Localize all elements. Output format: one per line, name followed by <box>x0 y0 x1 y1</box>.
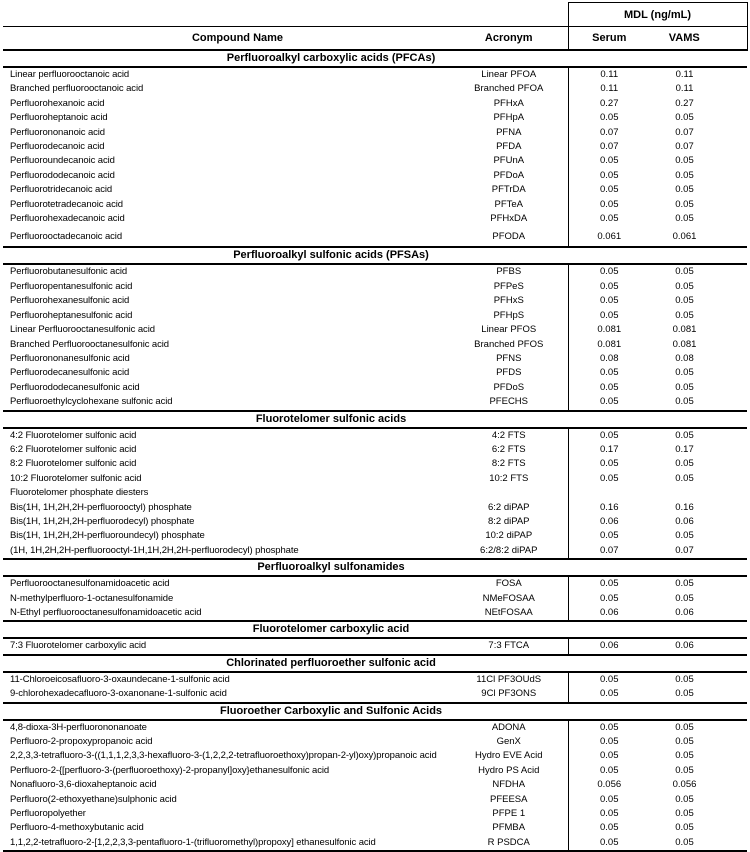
cell-vams: 0.16 <box>675 501 694 513</box>
cell-name: Bis(1H, 1H,2H,2H-perfluorooctyl) phosphate <box>10 501 192 513</box>
cell-acronym: PFECHS <box>489 396 529 408</box>
cell-vams: 0.05 <box>675 295 694 307</box>
table-row <box>3 836 747 851</box>
table-row <box>3 226 747 247</box>
cell-name: Perfluoro-2-propoxypropanoic acid <box>10 736 153 748</box>
cell-vams: 0.05 <box>675 169 694 181</box>
cell-serum: 0.05 <box>568 212 650 226</box>
table-row <box>3 443 747 457</box>
section-1 <box>3 247 747 410</box>
cell-vams: 0.06 <box>675 640 694 652</box>
cell-acronym: NEtFOSAA <box>484 607 533 618</box>
cell-serum: 0.05 <box>568 576 650 591</box>
cell-serum: 0.05 <box>568 457 650 471</box>
table-row <box>3 606 747 621</box>
cell-name: Perfluoro-2-{[perfluoro-3-(perfluoroethoxy)-2-propanyl]oxy}ethanesulfonic acid <box>10 764 330 776</box>
section-header-row <box>3 703 747 720</box>
cell-vams: 0.05 <box>650 836 747 851</box>
cell-name: Perfluoroundecanoic acid <box>10 155 115 167</box>
cell-vams: 0.061 <box>672 231 697 243</box>
cell-vams: 0.11 <box>675 69 694 80</box>
cell-serum: 0.05 <box>568 807 650 821</box>
section-title: Chlorinated perfluoroether sulfonic acid <box>3 655 747 672</box>
cell-acronym: PFBS <box>496 266 522 278</box>
cell-serum: 0.05 <box>568 395 650 410</box>
cell-serum: 0.056 <box>568 778 650 792</box>
cell-acronym: Linear PFOA <box>481 69 537 80</box>
cell-name: Perfluorooctanesulfonamidoacetic acid <box>10 578 170 590</box>
cell-serum: 0.05 <box>568 672 650 687</box>
table-row <box>3 280 747 294</box>
table-row <box>3 183 747 197</box>
cell-acronym: PFODA <box>492 231 526 243</box>
cell-vams: 0.05 <box>675 530 694 542</box>
cell-vams: 0.27 <box>675 97 694 109</box>
cell-acronym: PFUnA <box>493 155 525 167</box>
cell-name: Perfluorotridecanoic acid <box>10 184 113 196</box>
cell-acronym: PFDoS <box>493 381 525 393</box>
table-row <box>3 544 747 559</box>
table-row <box>3 529 747 543</box>
cell-vams: 0.05 <box>675 822 694 834</box>
cell-serum: 0.05 <box>568 154 650 168</box>
table-row <box>3 638 747 654</box>
cell-name: Perfluorododecanoic acid <box>10 169 115 181</box>
cell-serum: 0.05 <box>568 428 650 443</box>
cell-acronym: PFTrDA <box>491 184 526 196</box>
table-row <box>3 515 747 529</box>
section-header-row <box>3 247 747 264</box>
cell-serum: 0.061 <box>568 226 650 247</box>
cell-serum: 0.05 <box>568 529 650 543</box>
cell-vams: 0.05 <box>675 112 694 124</box>
cell-name: Bis(1H, 1H,2H,2H-perfluorodecyl) phosphate <box>10 515 195 527</box>
table-row <box>3 140 747 154</box>
cell-name: Perfluorohexanoic acid <box>10 97 105 109</box>
cell-serum: 0.07 <box>568 126 650 140</box>
cell-serum: 0.08 <box>568 352 650 366</box>
table-row <box>3 294 747 308</box>
table-row <box>3 198 747 212</box>
table-row <box>3 126 747 140</box>
cell-vams: 0.08 <box>675 352 694 364</box>
cell-vams: 0.05 <box>675 429 694 441</box>
cell-name: Perfluorododecanesulfonic acid <box>10 381 140 393</box>
cell-serum: 0.11 <box>568 82 650 96</box>
cell-name: 1,1,2,2-tetrafluoro-2-[1,2,2,3,3-pentafluoro-1-(trifluoromethyl)propoxy] ethanesulfonic acid <box>3 836 450 851</box>
cell-acronym: PFDS <box>496 367 522 379</box>
table-row <box>3 323 747 337</box>
section-title: Perfluoroalkyl sulfonic acids (PFSAs) <box>3 247 747 264</box>
cell-name: (1H, 1H,2H,2H-perfluorooctyl-1H,1H,2H,2H-perfluorodecyl) phosphate <box>10 544 299 556</box>
cell-vams: 0.05 <box>675 472 694 484</box>
table-row <box>3 395 747 410</box>
cell-acronym: Branched PFOA <box>474 83 544 95</box>
section-header-row <box>3 50 747 67</box>
cell-serum: 0.05 <box>568 294 650 308</box>
table-row <box>3 366 747 380</box>
cell-serum: 0.17 <box>568 443 650 457</box>
cell-acronym: 6:2/8:2 diPAP <box>480 544 538 556</box>
cell-serum: 0.05 <box>568 836 650 851</box>
cell-acronym: PFHpS <box>493 309 525 321</box>
cell-serum: 0.05 <box>568 280 650 294</box>
cell-acronym: 10:2 FTS <box>489 472 529 484</box>
cell-name: Perfluorohexadecanoic acid <box>10 213 125 225</box>
cell-vams: 0.05 <box>675 721 694 733</box>
table-row <box>3 264 747 279</box>
section-4 <box>3 621 747 654</box>
cell-acronym: PFDoA <box>493 169 525 181</box>
cell-acronym: Hydro EVE Acid <box>474 750 543 762</box>
cell-vams: 0.05 <box>675 458 694 470</box>
cell-name: Perfluorotetradecanoic acid <box>10 198 123 210</box>
cell-acronym: Linear PFOS <box>481 324 537 336</box>
section-header-row <box>3 559 747 576</box>
cell-serum: 0.05 <box>568 687 650 702</box>
cell-vams: 0.05 <box>675 736 694 748</box>
table-row <box>3 821 747 835</box>
cell-serum: 0.05 <box>568 381 650 395</box>
cell-serum: 0.06 <box>568 515 650 529</box>
cell-serum: 0.27 <box>568 97 650 111</box>
table-row <box>3 212 747 226</box>
cell-name: Perfluoro(2-ethoxyethane)sulphonic acid <box>10 793 177 805</box>
cell-name: Branched Perfluorooctanesulfonic acid <box>10 338 169 350</box>
cell-vams: 0.07 <box>675 141 694 153</box>
cell-name: 10:2 Fluorotelomer sulfonic acid <box>10 472 142 484</box>
cell-vams: 0.05 <box>675 592 694 604</box>
cell-acronym: 9Cl PF3ONS <box>481 688 537 700</box>
cell-serum: 0.05 <box>568 472 650 486</box>
cell-acronym: PFNA <box>496 126 522 138</box>
cell-name: Perfluorooctadecanoic acid <box>10 231 122 243</box>
cell-acronym: 8:2 FTS <box>491 458 526 470</box>
cell-acronym: R PSDCA <box>450 836 568 851</box>
cell-acronym: PFHpA <box>493 112 525 124</box>
cell-name: Perfluoropolyether <box>10 808 86 820</box>
cell-serum: 0.05 <box>568 720 650 735</box>
cell-acronym: 6:2 diPAP <box>487 501 530 513</box>
cell-acronym: GenX <box>496 736 521 748</box>
cell-vams: 0.056 <box>672 779 697 791</box>
section-header-row <box>3 621 747 638</box>
cell-acronym: NFDHA <box>492 779 526 791</box>
cell-serum: 0.05 <box>568 366 650 380</box>
cell-vams: 0.05 <box>675 280 694 292</box>
col-header-acronym: Acronym <box>450 27 568 51</box>
section-5 <box>3 655 747 703</box>
cell-acronym: 8:2 diPAP <box>487 515 530 527</box>
cell-vams: 0.05 <box>675 367 694 379</box>
table-row <box>3 793 747 807</box>
cell-vams: 0.081 <box>672 324 697 336</box>
cell-vams: 0.17 <box>675 443 694 455</box>
header-row-top <box>3 3 747 27</box>
cell-serum: 0.16 <box>568 501 650 515</box>
cell-acronym: PFEESA <box>490 793 528 805</box>
cell-name: Perfluoroethylcyclohexane sulfonic acid <box>10 396 173 408</box>
cell-serum: 0.06 <box>568 638 650 654</box>
cell-vams: 0.05 <box>675 396 694 408</box>
section-title: Fluorotelomer sulfonic acids <box>3 411 747 428</box>
cell-name: Perfluorodecanesulfonic acid <box>10 367 130 379</box>
cell-name: Perfluorononanoic acid <box>10 126 105 138</box>
cell-vams: 0.05 <box>675 309 694 321</box>
header-row-columns <box>3 27 747 51</box>
cell-acronym: PFHxDA <box>490 213 528 225</box>
cell-vams: 0.05 <box>675 184 694 196</box>
cell-vams: 0.05 <box>675 266 694 278</box>
cell-vams: 0.05 <box>675 764 694 776</box>
table-row <box>3 764 747 778</box>
cell-name: Perfluoro-4-methoxybutanic acid <box>10 822 144 834</box>
cell-acronym: PFMBA <box>492 822 526 834</box>
cell-acronym: Branched PFOS <box>474 338 544 350</box>
cell-name: 4:2 Fluorotelomer sulfonic acid <box>10 429 137 441</box>
cell-name: N-methylperfluoro-1-octanesulfonamide <box>10 592 174 604</box>
cell-acronym <box>450 486 568 500</box>
cell-serum: 0.06 <box>568 606 650 621</box>
cell-serum: 0.081 <box>568 323 650 337</box>
cell-serum: 0.05 <box>568 111 650 125</box>
table-row <box>3 720 747 735</box>
cell-acronym: PFPeS <box>493 280 524 292</box>
cell-vams: 0.05 <box>675 198 694 210</box>
cell-serum: 0.05 <box>568 793 650 807</box>
cell-acronym: PFNS <box>496 352 522 364</box>
cell-vams: 0.06 <box>675 515 694 527</box>
cell-serum: 0.05 <box>568 735 650 749</box>
cell-vams: 0.07 <box>675 544 694 556</box>
cell-name: Bis(1H, 1H,2H,2H-perfluoroundecyl) phosphate <box>10 530 205 542</box>
cell-name: 8:2 Fluorotelomer sulfonic acid <box>10 458 137 470</box>
table-header <box>3 3 747 51</box>
section-header-row <box>3 655 747 672</box>
cell-name: Linear perfluorooctanoic acid <box>10 69 130 80</box>
cell-acronym: PFHxA <box>493 97 524 109</box>
cell-vams: 0.05 <box>675 155 694 167</box>
header-spacer <box>3 3 568 27</box>
table-row <box>3 501 747 515</box>
section-title: Perfluoroalkyl sulfonamides <box>3 559 747 576</box>
table-row <box>3 592 747 606</box>
section-title: Fluorotelomer carboxylic acid <box>3 621 747 638</box>
cell-name: Linear Perfluorooctanesulfonic acid <box>10 324 155 336</box>
table-row <box>3 154 747 168</box>
cell-acronym: PFHxS <box>493 295 524 307</box>
col-header-compound-name: Compound Name <box>3 27 450 51</box>
table-row <box>3 97 747 111</box>
table-row <box>3 82 747 96</box>
cell-name: Perfluoropentanesulfonic acid <box>10 280 133 292</box>
cell-name: 6:2 Fluorotelomer sulfonic acid <box>10 443 137 455</box>
table-row <box>3 672 747 687</box>
cell-acronym: 7:3 FTCA <box>488 640 530 652</box>
cell-serum: 0.05 <box>568 749 650 763</box>
table-row <box>3 749 747 763</box>
mdl-table-wrapper <box>3 2 747 852</box>
cell-serum: 0.07 <box>568 140 650 154</box>
cell-serum: 0.081 <box>568 338 650 352</box>
cell-name: 11-Chloroeicosafluoro-3-oxaundecane-1-sulfonic acid <box>10 673 230 685</box>
cell-vams: 0.05 <box>675 213 694 225</box>
cell-name: Fluorotelomer phosphate diesters <box>10 487 149 499</box>
cell-name: Perfluoroheptanesulfonic acid <box>10 309 133 321</box>
cell-name: 9-chlorohexadecafluoro-3-oxanonane-1-sulfonic acid <box>10 688 227 700</box>
cell-acronym: NMeFOSAA <box>482 592 535 604</box>
cell-serum <box>568 486 650 500</box>
cell-name: Nonafluoro-3,6-dioxaheptanoic acid <box>10 779 157 791</box>
cell-vams: 0.06 <box>675 607 694 618</box>
cell-acronym: ADONA <box>491 721 526 733</box>
table-row <box>3 735 747 749</box>
section-header-row <box>3 411 747 428</box>
cell-serum: 0.05 <box>568 821 650 835</box>
section-title: Perfluoroalkyl carboxylic acids (PFCAs) <box>3 50 747 67</box>
table-row <box>3 457 747 471</box>
table-row <box>3 352 747 366</box>
cell-vams: 0.05 <box>675 750 694 762</box>
table-row <box>3 169 747 183</box>
table-row <box>3 778 747 792</box>
cell-vams: 0.07 <box>675 126 694 138</box>
section-3 <box>3 559 747 621</box>
cell-acronym: Hydro PS Acid <box>478 764 540 776</box>
mdl-table <box>3 2 748 852</box>
cell-name: 4,8-dioxa-3H-perfluorononanoate <box>10 721 147 733</box>
cell-serum: 0.05 <box>568 169 650 183</box>
table-row <box>3 381 747 395</box>
cell-name: Perfluorononanesulfonic acid <box>10 352 130 364</box>
table-row <box>3 428 747 443</box>
section-0 <box>3 50 747 247</box>
cell-name: Perfluorobutanesulfonic acid <box>10 266 128 278</box>
table-row <box>3 67 747 82</box>
cell-name: N-Ethyl perfluorooctanesulfonamidoacetic acid <box>10 607 202 618</box>
cell-serum: 0.05 <box>568 309 650 323</box>
cell-vams: 0.05 <box>675 793 694 805</box>
cell-acronym: 11Cl PF3OUdS <box>476 673 542 685</box>
table-row <box>3 111 747 125</box>
cell-vams: 0.05 <box>675 673 694 685</box>
cell-name: 7:3 Fluorotelomer carboxylic acid <box>10 640 147 652</box>
table-row <box>3 807 747 821</box>
cell-vams <box>650 486 747 500</box>
cell-serum: 0.05 <box>568 264 650 279</box>
table-row <box>3 338 747 352</box>
cell-acronym: PFTeA <box>494 198 523 210</box>
table-row <box>3 309 747 323</box>
cell-vams: 0.05 <box>675 688 694 700</box>
cell-vams: 0.05 <box>675 381 694 393</box>
cell-vams: 0.081 <box>672 338 697 350</box>
table-row <box>3 576 747 591</box>
cell-name: Perfluorodecanoic acid <box>10 141 105 153</box>
section-2 <box>3 411 747 560</box>
cell-acronym: FOSA <box>495 578 522 590</box>
table-row <box>3 687 747 702</box>
cell-name: Perfluorohexanesulfonic acid <box>10 295 130 307</box>
cell-serum: 0.05 <box>568 198 650 212</box>
cell-name: Branched perfluorooctanoic acid <box>10 83 144 95</box>
table-row <box>3 472 747 486</box>
cell-acronym: PFDA <box>496 141 522 153</box>
col-header-serum: Serum <box>568 27 650 51</box>
cell-serum: 0.05 <box>568 183 650 197</box>
cell-serum: 0.05 <box>568 764 650 778</box>
cell-vams: 0.11 <box>675 83 694 95</box>
section-6 <box>3 703 747 852</box>
cell-acronym: 4:2 FTS <box>491 429 526 441</box>
cell-serum: 0.05 <box>568 592 650 606</box>
section-title: Fluoroether Carboxylic and Sulfonic Acids <box>3 703 747 720</box>
table-row <box>3 486 747 500</box>
cell-acronym: PFPE 1 <box>492 808 526 820</box>
cell-name: Perfluoroheptanoic acid <box>10 112 108 124</box>
cell-serum: 0.11 <box>568 67 650 82</box>
cell-name: 2,2,3,3-tetrafluoro-3-((1,1,1,2,3,3-hexafluoro-3-(1,2,2,2-tetrafluoroethoxy)propan-2-yl)oxy)propanoic acid <box>10 750 437 762</box>
cell-vams: 0.05 <box>675 578 694 590</box>
cell-acronym: 6:2 FTS <box>491 443 526 455</box>
cell-acronym: 10:2 diPAP <box>485 530 533 542</box>
cell-serum: 0.07 <box>568 544 650 559</box>
cell-vams: 0.05 <box>675 808 694 820</box>
mdl-units-header: MDL (ng/mL) <box>568 3 747 27</box>
col-header-vams: VAMS <box>650 27 747 51</box>
